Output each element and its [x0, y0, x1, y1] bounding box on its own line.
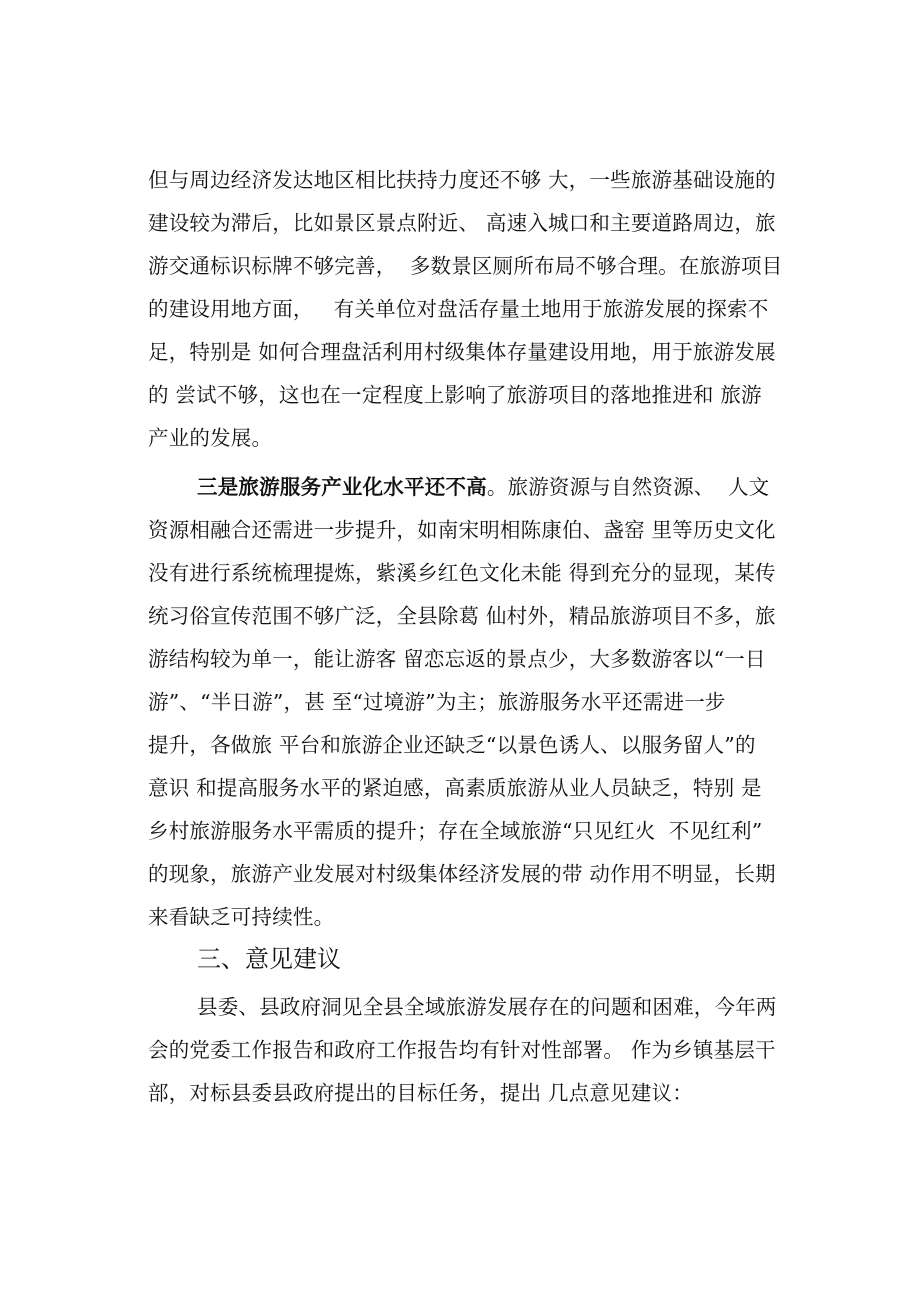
paragraph-first-line	[197, 473, 769, 501]
paragraph-line: 部，对标县委县政府提出的目标任务，提出 几点意见建议：	[148, 1081, 693, 1105]
paragraph-line: 意识 和提高服务水平的紧迫感，高素质旅游从业人员缺乏，特别 是	[148, 776, 762, 800]
paragraph-line: 资源相融合还需进一步提升，如南宋明相陈康伯、盏窑 里等历史文化	[148, 518, 776, 542]
paragraph-line: 来看缺乏可持续性。	[148, 905, 335, 929]
paragraph-line-rest: 。旅游资源与自然资源、 人文	[486, 475, 770, 499]
paragraph-line: 足，特别是 如何合理盘活利用村级集体存量建设用地，用于旅游发展	[148, 340, 776, 364]
paragraph-line: 游结构较为单一，能让游客 留恋忘返的景点少，大多数游客以“一日	[148, 647, 766, 671]
paragraph-line: 统习俗宣传范围不够广泛，全县除葛 仙村外，精品旅游项目不多，旅	[148, 604, 776, 628]
paragraph-line: 会的党委工作报告和政府工作报告均有针对性部署。 作为乡镇基层干	[148, 1038, 776, 1062]
paragraph-line: 的建设用地方面， 有关单位对盘活存量土地用于旅游发展的探索不	[148, 297, 769, 321]
paragraph-line: 没有进行系统梳理提炼，紫溪乡红色文化未能 得到充分的显现，某传	[148, 561, 776, 585]
paragraph-line: 乡村旅游服务水平需质的提升；存在全域旅游“只见红火 不见红利”	[148, 819, 763, 843]
section-heading: 三、意见建议	[197, 945, 341, 973]
paragraph-line: 的 尝试不够，这也在一定程度上影响了旅游项目的落地推进和 旅游	[148, 383, 762, 407]
paragraph-line: 的现象，旅游产业发展对村级集体经济发展的带 动作用不明显，长期	[148, 862, 776, 886]
paragraph-lead-heading: 三是旅游服务产业化水平还不高	[197, 475, 487, 499]
paragraph-line: 但与周边经济发达地区相比扶持力度还不够 大，一些旅游基础设施的	[148, 168, 776, 192]
paragraph-line: 建设较为滞后，比如景区景点附近、 高速入城口和主要道路周边，旅	[148, 211, 776, 235]
paragraph-line: 游交通标识标牌不够完善， 多数景区厕所布局不够合理。在旅游项目	[148, 254, 783, 278]
paragraph-line: 县委、县政府洞见全县全域旅游发展存在的问题和困难，今年两	[197, 995, 777, 1019]
paragraph-line: 游”、“半日游”，甚 至“过境游”为主；旅游服务水平还需进一步	[148, 690, 726, 714]
paragraph-line: 提升，各做旅 平台和旅游企业还缺乏“以景色诱人、以服务留人”的	[148, 733, 756, 757]
paragraph-line: 产业的发展。	[148, 426, 273, 450]
